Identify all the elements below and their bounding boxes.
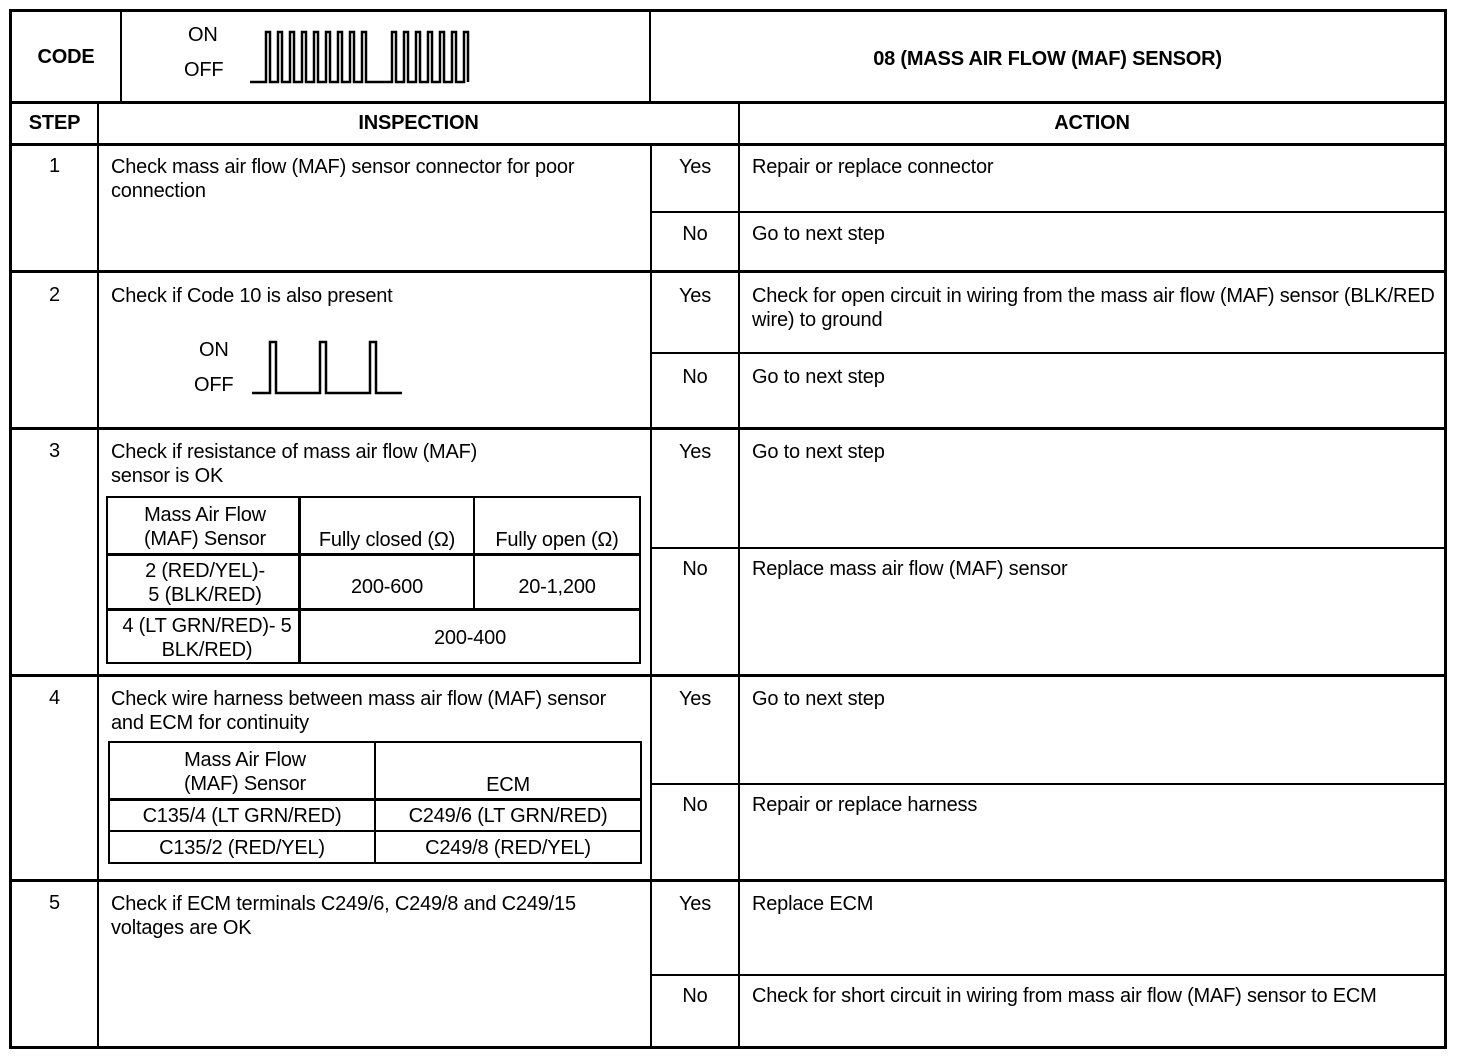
border-right xyxy=(1444,9,1447,1049)
step-number: 5 xyxy=(49,892,60,914)
border-bottom xyxy=(9,1046,1447,1049)
code-title: 08 (MASS AIR FLOW (MAF) SENSOR) xyxy=(873,48,1222,70)
code-10-blink-pattern-icon xyxy=(250,338,406,398)
no-action: Go to next step xyxy=(752,223,885,245)
no-action: Go to next step xyxy=(752,366,885,388)
divider xyxy=(9,674,1447,677)
table-cell: C249/6 (LT GRN/RED) xyxy=(408,805,608,827)
table-cell: 20-1,200 xyxy=(518,576,596,598)
yes-action: Go to next step xyxy=(752,688,885,710)
no-label: No xyxy=(682,985,708,1007)
column-step: STEP xyxy=(28,112,81,134)
signal-on-label: ON xyxy=(188,24,218,46)
no-label: No xyxy=(682,366,708,388)
yes-action: Repair or replace connector xyxy=(752,156,994,178)
border-top xyxy=(9,9,1447,12)
table-header-sensor: Mass Air Flow (MAF) Sensor xyxy=(183,749,307,795)
step-number: 1 xyxy=(49,155,60,177)
code-label: CODE xyxy=(37,46,95,68)
no-action: Replace mass air flow (MAF) sensor xyxy=(752,558,1068,580)
step-number: 3 xyxy=(49,440,60,462)
yes-action: Go to next step xyxy=(752,441,885,463)
inspection-text: Check wire harness between mass air flow (MAF) sensor and ECM for continuity xyxy=(111,688,607,734)
divider xyxy=(650,211,1447,213)
divider xyxy=(738,101,740,1049)
divider xyxy=(9,143,1447,146)
step-number: 2 xyxy=(49,284,60,306)
table-cell: 200-600 xyxy=(351,576,423,598)
column-action: ACTION xyxy=(1054,112,1130,134)
divider xyxy=(650,783,1447,785)
yes-label: Yes xyxy=(678,156,712,178)
divider xyxy=(97,101,99,1049)
yes-action: Replace ECM xyxy=(752,893,874,915)
yes-label: Yes xyxy=(678,688,712,710)
yes-action: Check for open circuit in wiring from the mass air flow (MAF) sensor (BLK/RED wire) to ground xyxy=(752,285,1435,331)
table-cell: C249/8 (RED/YEL) xyxy=(425,837,591,859)
table-cell: C135/4 (LT GRN/RED) xyxy=(142,805,342,827)
divider xyxy=(9,879,1447,882)
divider xyxy=(120,9,122,103)
inspection-text: Check mass air flow (MAF) sensor connector for poor connection xyxy=(111,156,575,202)
table-cell: 2 (RED/YEL)- 5 (BLK/RED) xyxy=(145,560,265,606)
no-action: Repair or replace harness xyxy=(752,794,978,816)
step-number: 4 xyxy=(49,687,60,709)
table-header-fully-closed: Fully closed (Ω) xyxy=(318,529,456,551)
no-label: No xyxy=(682,794,708,816)
no-label: No xyxy=(682,223,708,245)
inspection-text: Check if resistance of mass air flow (MAF) sensor is OK xyxy=(111,441,478,487)
table-cell: C135/2 (RED/YEL) xyxy=(159,837,325,859)
signal-on-label: ON xyxy=(199,339,229,361)
divider xyxy=(9,101,1447,104)
table-header-sensor: Mass Air Flow (MAF) Sensor xyxy=(143,504,267,550)
no-action: Check for short circuit in wiring from mass air flow (MAF) sensor to ECM xyxy=(752,985,1377,1007)
table-header-ecm: ECM xyxy=(486,774,530,796)
divider xyxy=(650,352,1447,354)
table-header-fully-open: Fully open (Ω) xyxy=(495,529,619,551)
divider xyxy=(106,608,641,611)
signal-off-label: OFF xyxy=(184,59,224,81)
divider xyxy=(9,427,1447,430)
divider xyxy=(106,553,641,556)
divider xyxy=(9,270,1447,273)
signal-off-label: OFF xyxy=(194,374,234,396)
yes-label: Yes xyxy=(678,441,712,463)
column-inspection: INSPECTION xyxy=(358,112,479,134)
inspection-text: Check if ECM terminals C249/6, C249/8 and C249/15 voltages are OK xyxy=(111,893,576,939)
code-08-blink-pattern-icon xyxy=(246,26,471,88)
yes-label: Yes xyxy=(678,285,712,307)
table-cell: 200-400 xyxy=(434,627,506,649)
no-label: No xyxy=(682,558,708,580)
divider xyxy=(650,547,1447,549)
divider xyxy=(650,974,1447,976)
yes-label: Yes xyxy=(678,893,712,915)
inspection-text: Check if Code 10 is also present xyxy=(111,285,393,307)
table-cell: 4 (LT GRN/RED)- 5 BLK/RED) xyxy=(122,615,292,661)
